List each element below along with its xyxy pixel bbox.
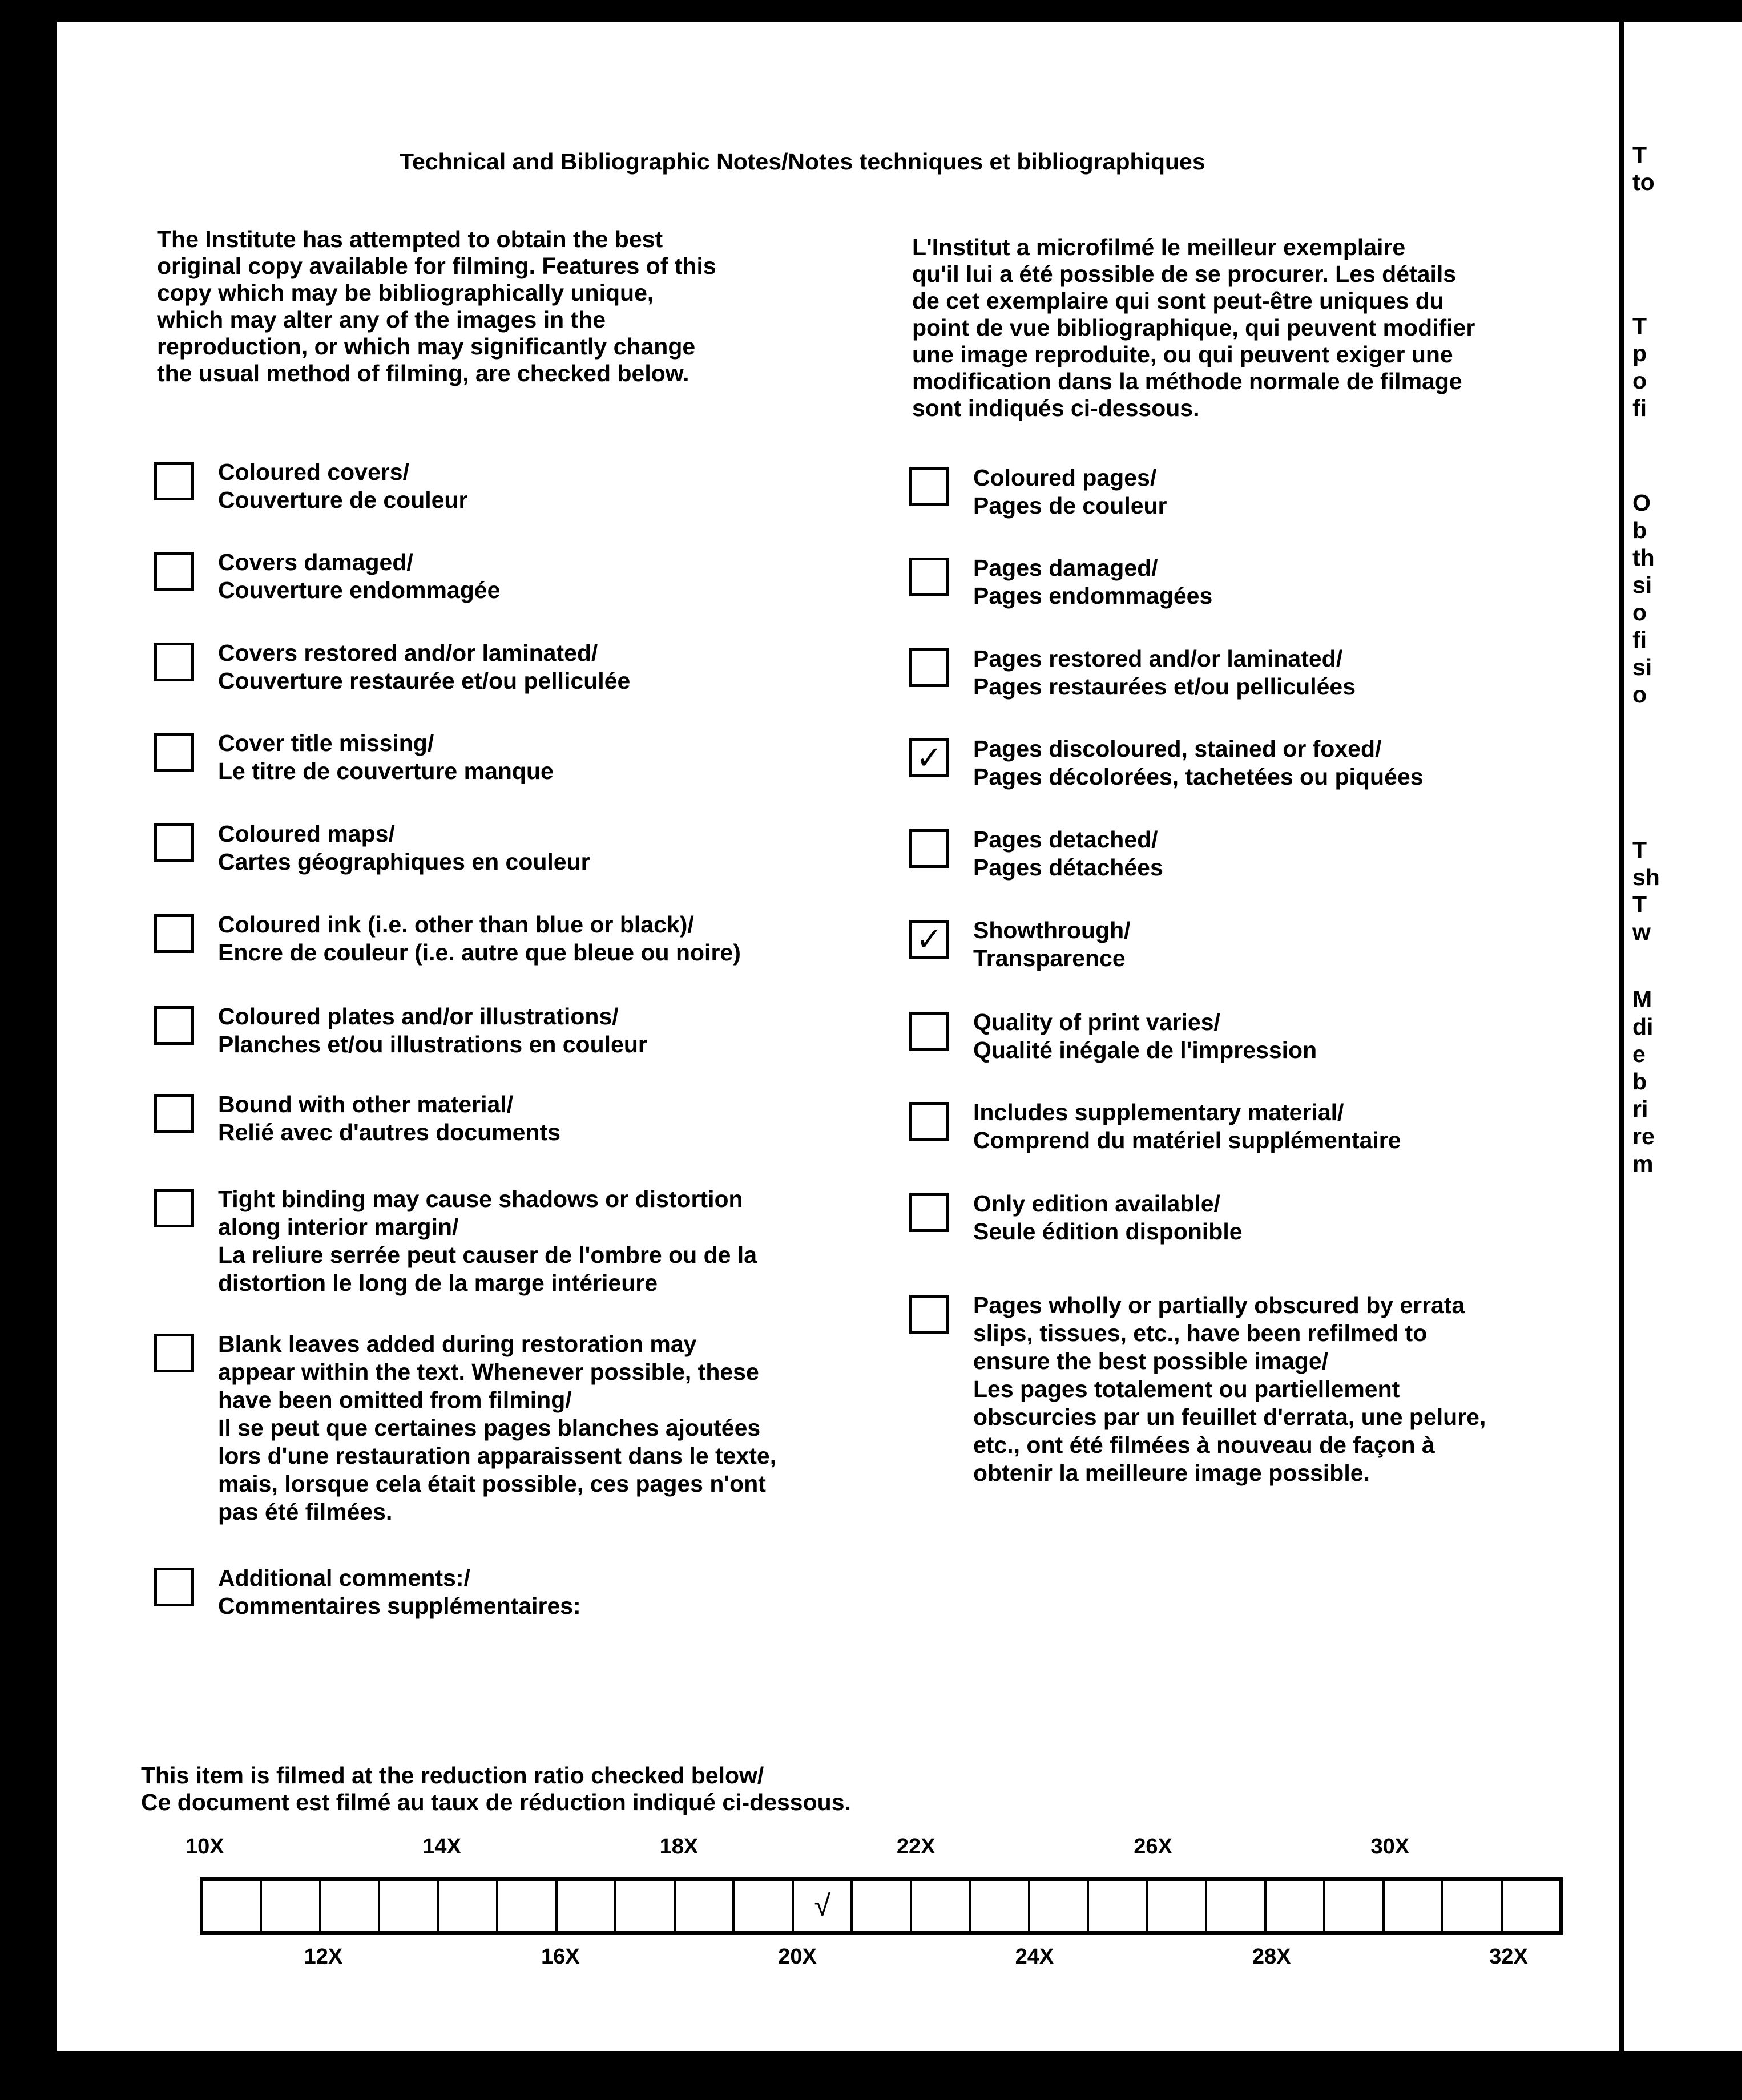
checklist-item — [909, 464, 1167, 520]
adjacent-page-text: o — [1632, 681, 1647, 708]
adjacent-page-text: o — [1632, 368, 1647, 394]
intro-english: The Institute has attempted to obtain the best original copy available for filming. Features of this copy which may be bibliographically unique, which may alter any of the images in the reproduction, or which may significantly change the usual method of filming, are checked below. — [157, 226, 716, 386]
checklist-item — [909, 1291, 1486, 1487]
ratio-cell[interactable] — [1207, 1881, 1266, 1931]
ratio-label: 24X — [1015, 1945, 1054, 1969]
checklist-label — [218, 1091, 560, 1146]
checkbox[interactable] — [154, 462, 194, 500]
checklist-label-line: Cartes géographiques en couleur — [218, 849, 590, 875]
ratio-cell[interactable]: √ — [794, 1881, 853, 1931]
checklist-label — [973, 645, 1356, 701]
intro-french: L'Institut a microfilmé le meilleur exemplaire qu'il lui a été possible de se procurer. Les détails de cet exemplaire qui sont peut-être uniques du point de vue bibliographique, qui peuvent modifier une image reproduite, ou qui peuvent exiger une modification dans la méthode normale de filmage sont indiqués ci-dessous. — [912, 234, 1475, 421]
adjacent-page-text: T — [1632, 313, 1647, 339]
checklist-label-line: La reliure serrée peut causer de l'ombre ou de la — [218, 1242, 757, 1268]
checklist-item — [154, 548, 500, 604]
checklist-label-line: Commentaires supplémentaires: — [218, 1593, 581, 1619]
checklist-label-line: pas été filmées. — [218, 1499, 393, 1525]
adjacent-page-text: sh — [1632, 864, 1660, 890]
checklist-label-line: Blank leaves added during restoration may — [218, 1331, 697, 1357]
ratio-cell[interactable] — [676, 1881, 735, 1931]
checkbox[interactable] — [154, 552, 194, 591]
ratio-cell[interactable] — [439, 1881, 498, 1931]
checklist-item — [154, 1564, 581, 1620]
reduction-note-fr: Ce document est filmé au taux de réduction indiqué ci-dessous. — [141, 1789, 851, 1815]
ratio-cell[interactable] — [1267, 1881, 1325, 1931]
ratio-label: 30X — [1370, 1835, 1410, 1859]
ratio-cell[interactable] — [971, 1881, 1030, 1931]
reduction-note — [141, 1762, 851, 1816]
checklist-item — [909, 1099, 1401, 1154]
adjacent-page-text: di — [1632, 1013, 1654, 1040]
checklist-label-line: Coloured plates and/or illustrations/ — [218, 1003, 619, 1029]
checklist-label — [218, 729, 554, 785]
checklist-label — [973, 1190, 1243, 1246]
ratio-cell[interactable] — [321, 1881, 380, 1931]
ratio-cell[interactable] — [1325, 1881, 1384, 1931]
checklist-label-line: Pages damaged/ — [973, 555, 1158, 581]
ratio-label: 26X — [1134, 1835, 1172, 1859]
checklist-label — [218, 639, 630, 695]
ratio-cell[interactable] — [1030, 1881, 1089, 1931]
checklist-label-line: Cover title missing/ — [218, 730, 434, 756]
checklist-item — [154, 639, 630, 695]
checked-checkbox[interactable]: ✓ — [909, 738, 949, 777]
adjacent-page-text: T — [1632, 837, 1647, 863]
checkbox[interactable] — [909, 648, 949, 687]
checklist-label-line: etc., ont été filmées à nouveau de façon à — [973, 1432, 1435, 1458]
checklist-label-line: Couverture de couleur — [218, 487, 468, 513]
ratio-cell[interactable] — [1385, 1881, 1443, 1931]
checklist-label-line: Only edition available/ — [973, 1190, 1220, 1217]
checklist-item — [154, 1003, 647, 1059]
checklist-item — [909, 1190, 1243, 1246]
checklist-item — [154, 729, 554, 785]
ratio-label: 22X — [896, 1835, 935, 1859]
checklist-label-line: Pages endommagées — [973, 583, 1213, 609]
checkbox[interactable] — [909, 1295, 949, 1334]
checklist-label-line: Encre de couleur (i.e. autre que bleue ou noire) — [218, 939, 741, 966]
checklist-label-line: Coloured ink (i.e. other than blue or black)/ — [218, 911, 694, 938]
ratio-label: 14X — [422, 1835, 461, 1859]
checklist-item — [154, 820, 590, 876]
checklist-label — [973, 916, 1131, 972]
checklist-label-line: Covers restored and/or laminated/ — [218, 640, 598, 666]
checklist-label — [973, 1008, 1317, 1064]
checklist-label-line: lors d'une restauration apparaissent dans le texte, — [218, 1443, 777, 1469]
checklist-item — [909, 916, 1131, 972]
checklist-item — [154, 1330, 776, 1526]
checkbox[interactable] — [154, 733, 194, 772]
checklist-label — [973, 1099, 1401, 1154]
adjacent-page-text: re — [1632, 1123, 1655, 1149]
ratio-cell[interactable] — [498, 1881, 557, 1931]
checkbox[interactable] — [154, 1189, 194, 1227]
checklist-label-line: Pages restaurées et/ou pelliculées — [973, 673, 1356, 700]
adjacent-page-text: b — [1632, 1068, 1647, 1095]
checklist-label-line: Pages de couleur — [973, 492, 1167, 519]
checklist-label — [218, 1330, 776, 1526]
checklist-label — [973, 1291, 1486, 1487]
ratio-label: 20X — [778, 1945, 817, 1969]
checkbox[interactable] — [154, 1568, 194, 1606]
checklist-label-line: along interior margin/ — [218, 1214, 459, 1240]
checklist-label-line: Relié avec d'autres documents — [218, 1119, 560, 1145]
checklist-label-line: Pages detached/ — [973, 826, 1158, 853]
checklist-label — [973, 735, 1423, 791]
ratio-cell[interactable] — [380, 1881, 439, 1931]
ratio-label: 12X — [304, 1945, 343, 1969]
adjacent-page-text: p — [1632, 340, 1647, 366]
checklist-label-line: slips, tissues, etc., have been refilmed to — [973, 1320, 1428, 1346]
ratio-grid — [200, 1877, 1563, 1935]
checklist-item — [154, 911, 741, 967]
checklist-label-line: Qualité inégale de l'impression — [973, 1037, 1317, 1063]
page-title: Technical and Bibliographic Notes/Notes techniques et bibliographiques — [400, 148, 1205, 175]
adjacent-page-text: M — [1632, 986, 1652, 1012]
checklist-label-line: have been omitted from filming/ — [218, 1387, 572, 1413]
checklist-label-line: Transparence — [973, 945, 1126, 971]
checklist-label-line: Seule édition disponible — [973, 1218, 1243, 1245]
checklist-label-line: Comprend du matériel supplémentaire — [973, 1127, 1401, 1153]
ratio-label: 28X — [1252, 1945, 1291, 1969]
checklist-label-line: Covers damaged/ — [218, 549, 413, 575]
adjacent-page-text: b — [1632, 517, 1647, 543]
adjacent-page-text: si — [1632, 572, 1652, 598]
checklist-label-line: Includes supplementary material/ — [973, 1099, 1344, 1125]
checklist-label-line: Quality of print varies/ — [973, 1009, 1220, 1035]
checklist-item — [909, 826, 1163, 882]
adjacent-page-text: O — [1632, 490, 1651, 516]
checklist-label-line: Les pages totalement ou partiellement — [973, 1376, 1400, 1402]
checklist-item — [909, 1008, 1317, 1064]
checkbox[interactable] — [154, 643, 194, 681]
checklist-label — [218, 1564, 581, 1620]
adjacent-page-text: th — [1632, 544, 1655, 571]
adjacent-page-edge — [1624, 22, 1742, 2051]
checklist-label-line: Pages restored and/or laminated/ — [973, 645, 1343, 672]
checklist-label-line: obtenir la meilleure image possible. — [973, 1460, 1370, 1486]
checklist-item — [909, 735, 1423, 791]
ratio-cell[interactable] — [735, 1881, 793, 1931]
reduction-note-en: This item is filmed at the reduction ratio checked below/ — [141, 1762, 764, 1788]
checklist-label-line: Pages wholly or partially obscured by errata — [973, 1292, 1465, 1318]
checked-checkbox[interactable]: ✓ — [909, 920, 949, 959]
adjacent-page-text: fi — [1632, 627, 1647, 653]
checklist-item — [154, 1185, 757, 1297]
checklist-label-line: distortion le long de la marge intérieure — [218, 1270, 658, 1296]
checklist-label-line: obscurcies par un feuillet d'errata, une pelure, — [973, 1404, 1486, 1430]
adjacent-page-text: T — [1632, 142, 1647, 168]
adjacent-page-text: fi — [1632, 395, 1647, 421]
adjacent-page-text: si — [1632, 654, 1652, 680]
checklist-label-line: Il se peut que certaines pages blanches ajoutées — [218, 1415, 761, 1441]
ratio-cell[interactable] — [853, 1881, 912, 1931]
checkbox[interactable] — [909, 467, 949, 506]
checklist-label — [973, 464, 1167, 520]
ratio-cell[interactable] — [1148, 1881, 1207, 1931]
checkbox[interactable] — [154, 1006, 194, 1045]
checklist-label-line: Tight binding may cause shadows or distortion — [218, 1186, 743, 1212]
checkbox[interactable] — [154, 1334, 194, 1372]
checklist-item — [154, 458, 467, 514]
checkbox[interactable] — [154, 823, 194, 862]
ratio-cell[interactable] — [262, 1881, 321, 1931]
checklist-label — [218, 820, 590, 876]
checklist-label — [218, 548, 500, 604]
checklist-label-line: Planches et/ou illustrations en couleur — [218, 1031, 647, 1057]
checklist-label-line: Le titre de couverture manque — [218, 758, 554, 784]
adjacent-page-text: ri — [1632, 1096, 1648, 1122]
checklist-label-line: ensure the best possible image/ — [973, 1348, 1329, 1374]
ratio-label: 18X — [659, 1835, 699, 1859]
checkbox[interactable] — [909, 1102, 949, 1141]
checklist-item — [154, 1091, 560, 1146]
ratio-cell[interactable] — [558, 1881, 616, 1931]
checklist-label-line: Couverture restaurée et/ou pelliculée — [218, 668, 631, 694]
ratio-cell[interactable] — [616, 1881, 675, 1931]
checkbox[interactable] — [154, 914, 194, 953]
checklist-label-line: appear within the text. Whenever possible, these — [218, 1359, 759, 1385]
ratio-label: 32X — [1489, 1945, 1528, 1969]
checkbox[interactable] — [909, 1012, 949, 1051]
checklist-label-line: Coloured pages/ — [973, 465, 1157, 491]
ratio-label: 10X — [186, 1835, 224, 1859]
adjacent-page-text: T — [1632, 891, 1647, 918]
checklist-label — [218, 911, 741, 967]
checkbox[interactable] — [909, 829, 949, 868]
checklist-label-line: Bound with other material/ — [218, 1091, 514, 1117]
ratio-cell[interactable] — [912, 1881, 971, 1931]
checklist-label-line: Showthrough/ — [973, 917, 1131, 943]
adjacent-page-text: e — [1632, 1041, 1646, 1067]
checklist-item — [909, 645, 1356, 701]
notes-page — [57, 22, 1624, 2051]
checklist-label-line: Pages détachées — [973, 854, 1163, 881]
ratio-cell[interactable] — [1503, 1881, 1559, 1931]
checklist-label-line: Pages décolorées, tachetées ou piquées — [973, 764, 1424, 790]
checklist-item — [909, 554, 1212, 610]
checklist-label-line: Coloured covers/ — [218, 459, 409, 485]
ratio-label: 16X — [541, 1945, 580, 1969]
adjacent-page-text: to — [1632, 169, 1655, 195]
adjacent-page-text: m — [1632, 1150, 1654, 1177]
checklist-label — [218, 1185, 757, 1297]
checklist-label-line: Pages discoloured, stained or foxed/ — [973, 736, 1382, 762]
checklist-label — [973, 826, 1163, 882]
checkbox[interactable] — [909, 1193, 949, 1232]
adjacent-page-text: o — [1632, 599, 1647, 625]
adjacent-page-text: w — [1632, 919, 1651, 945]
checklist-label-line: Couverture endommagée — [218, 577, 501, 603]
checklist-label-line: Coloured maps/ — [218, 821, 395, 847]
ratio-cell[interactable] — [203, 1881, 262, 1931]
checkbox[interactable] — [154, 1094, 194, 1133]
checklist-label — [218, 1003, 647, 1059]
checklist-label — [218, 458, 467, 514]
checklist-label — [973, 554, 1212, 610]
checkbox[interactable] — [909, 558, 949, 596]
ratio-cell[interactable] — [1089, 1881, 1148, 1931]
ratio-cell[interactable] — [1443, 1881, 1502, 1931]
checklist-label-line: Additional comments:/ — [218, 1565, 470, 1591]
checklist-label-line: mais, lorsque cela était possible, ces pages n'ont — [218, 1471, 766, 1497]
